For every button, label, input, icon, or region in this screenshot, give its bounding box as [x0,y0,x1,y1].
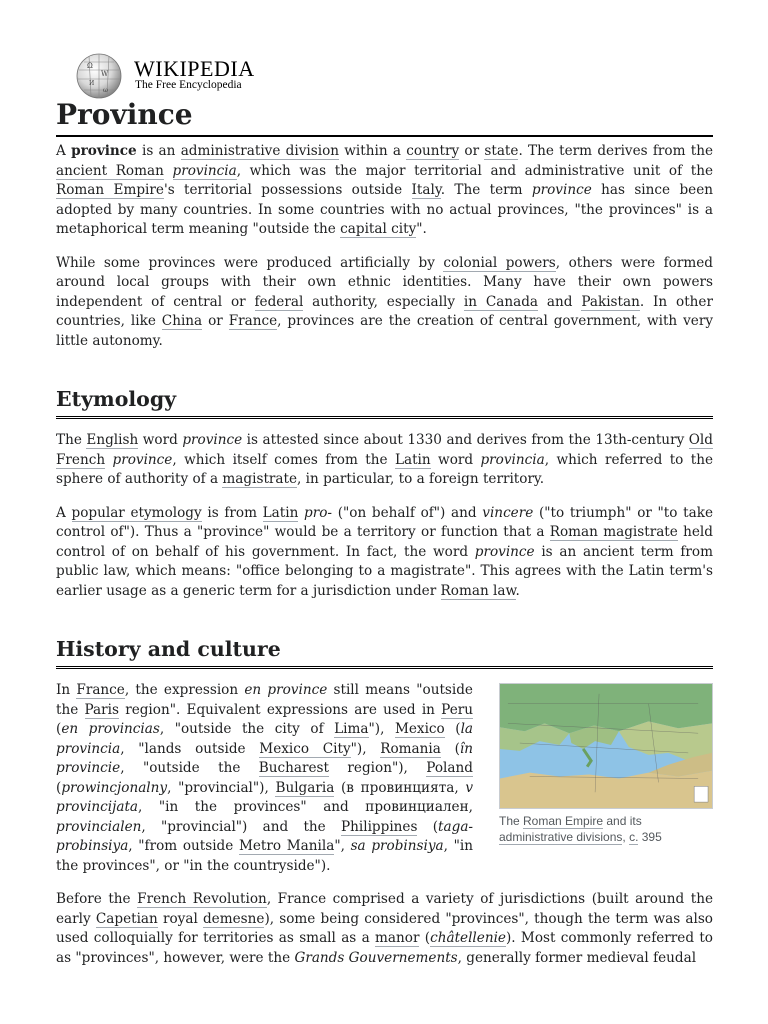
text-run: , which was the major territorial and administrative unit of the [236,162,714,179]
wiki-link[interactable]: Roman law [440,582,516,599]
text-run [105,452,112,468]
wiki-link[interactable]: Mexico City [259,740,351,757]
text-run: , which itself comes from the [172,451,395,468]
wiki-link[interactable]: country [406,143,460,159]
italic-text: Grands Gouvernements [294,949,458,966]
roman-empire-figure [499,683,713,845]
text-run: , in particular, to a foreign territory. [297,471,545,487]
text-run: , generally former medieval feudal [457,949,697,966]
text-run: still means "outside the [56,682,473,718]
wiki-link[interactable]: popular etymology [71,504,202,521]
wiki-link[interactable]: Roman Empire [523,814,604,828]
text-run: is attested since about 1330 and derives from the 13th-century [242,432,689,448]
text-run: , [622,830,630,844]
text-run: , France comprised a variety of jurisdictions (built around the early [56,891,713,927]
wiki-link[interactable]: French Revolution [137,891,267,907]
text-run: "), [368,721,395,737]
text-run: , "lands outside [120,740,260,757]
etymology-paragraph-1 [56,431,713,490]
text-run: ", [334,838,351,854]
text-run: , "from outside [128,838,239,854]
text-run: ( [56,721,62,737]
text-run: 395 [638,830,662,844]
text-run: or [459,143,485,159]
text-run: , "provincial") and the [141,818,341,835]
wiki-link[interactable]: Roman magistrate [549,524,678,540]
svg-text:W: W [101,70,109,78]
intro-paragraph-2 [56,254,713,352]
wiki-link[interactable]: Romania [380,740,441,757]
wiki-link[interactable]: France [228,313,278,329]
italic-text: sa probinsiya [350,838,444,854]
text-run: ( [419,930,431,946]
text-run: ". [416,221,427,237]
text-run: , "outside the [120,760,259,776]
text-run: , provinces are the creation of central government, with very little autonomy. [56,313,713,349]
text-run: ( [56,779,62,796]
wiki-link[interactable]: administrative division [180,143,340,159]
text-run: has since been adopted by many countries. In some countries with no actual provinces, "the provinces" is a metaphorical term meaning "outside the [56,182,713,237]
text-run: region". Equivalent expressions are used in [118,701,442,718]
wiki-link[interactable]: administrative divisions [499,830,623,844]
wiki-link[interactable]: in Canada [463,293,539,310]
text-run: authority, especially [303,293,464,310]
text-run: . In other countries, like [56,293,713,329]
italic-text: în provincie [56,740,473,776]
text-run: . The term [440,182,532,198]
intro-paragraph-1 [56,142,713,240]
italic-text: prowincjonalny [61,779,168,796]
bold-text: province [71,143,137,159]
text-run: or [202,313,229,329]
italic-text: province [182,432,243,448]
text-run: , others were formed around local groups with their own ethnic identities. Many have their own powers independent of central or [56,254,714,310]
text-run: ( [444,721,461,737]
svg-text:И: И [89,80,95,87]
wiki-link[interactable]: Latin [394,451,431,468]
page-title: Province [56,96,713,137]
text-run: The [56,432,87,448]
wiki-link[interactable]: ancient Roman [56,162,164,179]
text-run: ("on behalf of") and [332,504,483,521]
svg-text:ω: ω [103,87,108,94]
text-run: within a [339,143,407,159]
wiki-link[interactable]: Bucharest [258,760,329,776]
italic-text: pro- [304,504,333,521]
italic-text: provincialen [56,818,142,835]
wiki-link[interactable]: Capetian [95,910,158,927]
text-run: held control of on behalf of his government. In fact, the word [56,524,713,560]
text-run: , "provincial"), [167,779,276,796]
text-run: royal [157,910,203,927]
wiki-link[interactable]: châtellenie [430,930,506,946]
text-run: . The term derives from the [518,143,714,159]
etymology-heading: Etymology [56,385,713,419]
text-run: ( [440,740,460,757]
text-run: In [56,682,77,698]
wiki-link[interactable]: English [86,432,139,448]
wiki-link[interactable]: Pakistan [581,293,640,310]
text-run: is an ancient term from public law, which means: "office belonging to a magistrate". This agrees with the Latin term's earlier usage as a generic term for a jurisdiction under [56,543,713,599]
italic-text: province [531,182,592,198]
text-run: ), some being considered "provinces", though the term was also used colloquially for territories as small as a [56,910,713,946]
text-run: ( [417,818,439,835]
text-run: A [56,143,72,159]
text-run: , which referred to the sphere of authority of a [56,451,714,487]
wiki-link[interactable]: Metro Manila [238,838,335,854]
text-run: "), [350,740,381,757]
wiki-link[interactable]: Paris [84,701,119,718]
svg-text:Ω: Ω [87,62,93,70]
wiki-link[interactable]: China [161,313,203,329]
wiki-link[interactable]: France [76,682,125,698]
history-paragraph-2 [56,890,713,968]
text-run [164,163,173,179]
text-run: word [430,451,481,468]
italic-text: provincia [480,451,545,468]
wiki-link[interactable]: Roman Empire [56,182,164,198]
wiki-link[interactable]: colonial powers [443,254,556,271]
text-run: , "outside the city of [159,721,335,737]
italic-text: vincere [482,504,534,521]
text-run: is from [201,504,263,521]
text-run: . [515,582,520,599]
wiki-link[interactable]: Peru [441,701,474,718]
text-run: Before the [56,891,138,907]
wikipedia-logo[interactable] [74,52,274,100]
text-run: ). Most commonly referred to as "provinces", however, were the [56,930,713,966]
italic-text: province [474,543,535,560]
wikipedia-globe-icon [74,52,124,100]
wiki-link[interactable]: state [484,143,519,159]
wiki-link[interactable]: Bulgaria [275,779,335,796]
roman-empire-map-icon[interactable] [499,683,713,809]
text-run: and its [603,814,642,828]
text-run: region"), [329,760,427,776]
text-run: word [138,432,183,448]
italic-text: la provincia [56,721,474,757]
wiki-link[interactable]: capital city [340,221,417,237]
wiki-link[interactable]: demesne [202,910,265,927]
article-content [56,142,713,982]
wiki-link[interactable]: Italy [411,182,441,198]
wiki-link[interactable]: manor [375,930,420,946]
wikipedia-tagline: The Free Encyclopedia [135,79,242,91]
wikipedia-wordmark: WIKIPEDIA [134,56,255,81]
text-run: , "in the provinces", or "in the countryside"). [56,838,473,874]
text-run: , "in the provinces" and провинциален, [138,799,473,815]
text-run: is an [136,143,181,159]
wiki-link[interactable]: c. [629,830,639,844]
italic-text: province [112,451,173,468]
text-run: A [56,504,72,521]
text-run: The [499,814,524,828]
etymology-paragraph-2 [56,504,713,602]
wiki-link[interactable]: federal [254,293,304,310]
wiki-link[interactable]: magistrate [222,471,298,487]
wiki-link[interactable]: Old French [56,432,713,468]
text-run: and [538,293,582,310]
italic-text: en provincias [61,721,160,737]
italic-text: en province [244,682,328,698]
wiki-link[interactable]: Poland [426,760,473,776]
figure-caption [499,813,713,845]
wiki-link[interactable]: Latin [262,504,299,521]
wiki-link[interactable]: Mexico [394,721,445,737]
italic-text: taga-probinsiya [56,818,474,854]
text-run: (в провинцията, [334,779,466,796]
wiki-link[interactable]: Philippines [340,818,418,835]
wiki-link[interactable]: provincia [172,162,237,179]
italic-text: v provincijata [56,779,473,815]
text-run: While some provinces were produced artificially by [56,254,444,271]
wiki-link[interactable]: Lima [334,721,369,737]
text-run: 's territorial possessions outside [163,182,412,198]
history-heading: History and culture [56,635,713,669]
text-run: ("to triumph" or "to take control of"). Thus a "province" would be a territory or function that a [56,504,713,540]
text-run: , the expression [124,682,245,698]
